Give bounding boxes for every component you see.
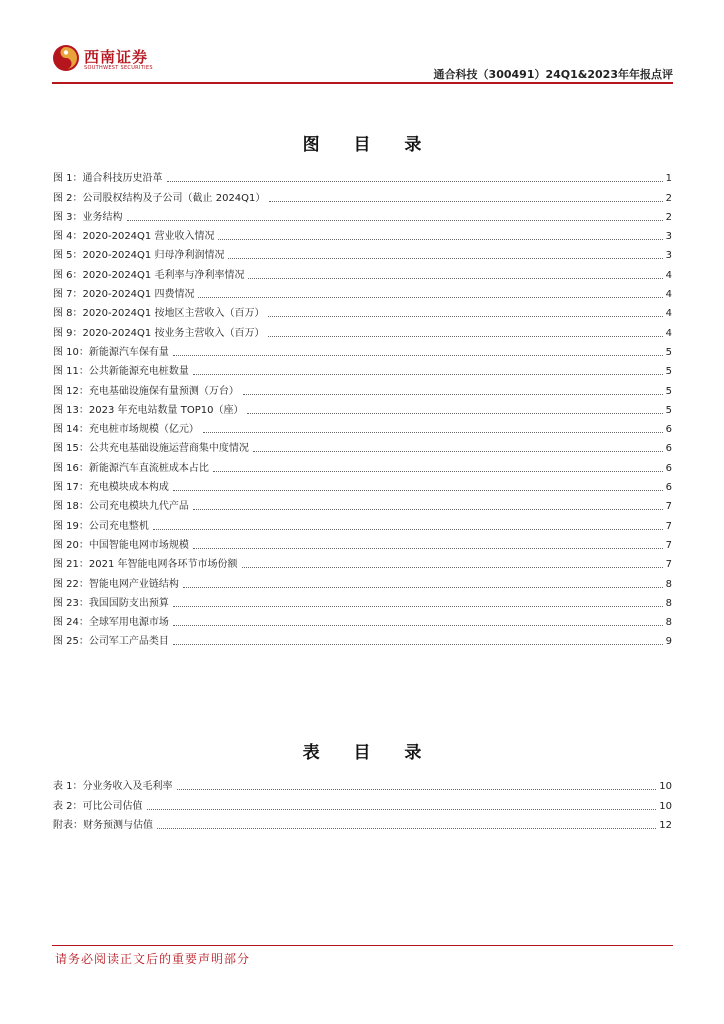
toc-entry-page: 7 [665, 559, 672, 571]
toc-entry-label: 图 16：新能源汽车直流桩成本占比 [53, 462, 209, 474]
toc-dot-leader [198, 297, 662, 298]
footer-divider [52, 945, 673, 946]
toc-entry[interactable] [53, 513, 672, 532]
toc-entry-label: 图 23：我国国防支出预算 [53, 597, 169, 609]
toc-entry-label: 图 5：2020-2024Q1 归母净利润情况 [53, 250, 225, 262]
toc-entry-label: 图 15：公共充电基础设施运营商集中度情况 [53, 443, 249, 455]
toc-entry-page: 8 [665, 597, 672, 609]
toc-entry-label: 图 25：公司军工产品类目 [53, 636, 169, 648]
toc-dot-leader [147, 809, 657, 810]
toc-entry-label: 图 18：公司充电模块九代产品 [53, 501, 189, 513]
report-title: 通合科技（300491）24Q1&2023年年报点评 [433, 68, 673, 81]
toc-dot-leader [173, 355, 663, 356]
toc-dot-leader [218, 239, 662, 240]
toc-dot-leader [253, 451, 663, 452]
toc-dot-leader [268, 316, 662, 317]
toc-entry-page: 2 [665, 211, 672, 223]
toc-dot-leader [228, 258, 662, 259]
toc-dot-leader [173, 625, 663, 626]
toc-entry-label: 图 12：充电基础设施保有量预测（万台） [53, 385, 239, 397]
toc-entry-label: 图 21：2021 年智能电网各环节市场份额 [53, 559, 238, 571]
toc-entry[interactable] [53, 591, 672, 610]
toc-entry[interactable] [53, 205, 672, 224]
toc-entry-page: 7 [665, 539, 672, 551]
toc-entry-page: 4 [665, 327, 672, 339]
toc-entry-page: 12 [659, 819, 672, 831]
toc-dot-leader [167, 181, 663, 182]
toc-dot-leader [173, 490, 663, 491]
toc-entry[interactable] [53, 301, 672, 320]
toc-dot-leader [157, 828, 656, 829]
table-toc-list [53, 774, 672, 832]
toc-entry[interactable] [53, 359, 672, 378]
toc-dot-leader [248, 278, 662, 279]
toc-entry[interactable] [53, 552, 672, 571]
logo-emblem-icon [52, 44, 80, 72]
toc-dot-leader [193, 548, 663, 549]
toc-dot-leader [153, 529, 663, 530]
toc-entry-label: 表 2：可比公司估值 [53, 800, 143, 812]
toc-entry[interactable] [53, 813, 672, 832]
toc-entry-label: 附表：财务预测与估值 [53, 819, 153, 831]
toc-entry[interactable] [53, 774, 672, 793]
toc-entry-label: 图 7：2020-2024Q1 四费情况 [53, 289, 195, 301]
toc-dot-leader [213, 471, 663, 472]
toc-entry-label: 图 11：公共新能源充电桩数量 [53, 366, 189, 378]
toc-entry-label: 图 3：业务结构 [53, 211, 123, 223]
toc-entry-label: 图 13：2023 年充电站数量 TOP10（座） [53, 404, 244, 416]
toc-entry-page: 5 [665, 366, 672, 378]
toc-entry-page: 4 [665, 269, 672, 281]
toc-entry[interactable] [53, 533, 672, 552]
toc-dot-leader [243, 394, 663, 395]
toc-entry-page: 10 [659, 781, 672, 793]
toc-entry[interactable] [53, 282, 672, 301]
toc-dot-leader [203, 432, 663, 433]
toc-dot-leader [242, 567, 663, 568]
toc-entry[interactable] [53, 398, 672, 417]
toc-entry-page: 10 [659, 800, 672, 812]
header-divider [52, 82, 673, 84]
toc-entry-page: 3 [665, 231, 672, 243]
toc-dot-leader [193, 374, 663, 375]
toc-entry[interactable] [53, 610, 672, 629]
toc-entry-page: 5 [665, 404, 672, 416]
toc-entry-page: 3 [665, 250, 672, 262]
toc-entry-label: 图 9：2020-2024Q1 按业务主营收入（百万） [53, 327, 265, 339]
toc-entry[interactable] [53, 455, 672, 474]
toc-dot-leader [183, 587, 663, 588]
toc-entry-page: 8 [665, 578, 672, 590]
toc-entry-label: 图 6：2020-2024Q1 毛利率与净利率情况 [53, 269, 245, 281]
toc-entry[interactable] [53, 475, 672, 494]
toc-dot-leader [127, 220, 663, 221]
toc-dot-leader [173, 606, 663, 607]
toc-entry-page: 8 [665, 617, 672, 629]
toc-entry-page: 5 [665, 385, 672, 397]
toc-entry-page: 5 [665, 346, 672, 358]
toc-entry-page: 6 [665, 443, 672, 455]
toc-entry-label: 表 1：分业务收入及毛利率 [53, 781, 173, 793]
toc-entry-label: 图 17：充电模块成本构成 [53, 482, 169, 494]
figure-toc-title: 图 目 录 [302, 135, 436, 155]
toc-entry-label: 图 1：通合科技历史沿革 [53, 173, 163, 185]
toc-entry-label: 图 10：新能源汽车保有量 [53, 346, 169, 358]
figure-toc-list [53, 166, 672, 648]
toc-entry[interactable] [53, 417, 672, 436]
toc-dot-leader [268, 336, 662, 337]
logo-name-cn: 西南证券 [84, 48, 149, 66]
toc-entry-page: 7 [665, 501, 672, 513]
toc-entry[interactable] [53, 320, 672, 339]
toc-entry-label: 图 8：2020-2024Q1 按地区主营收入（百万） [53, 308, 265, 320]
footer-disclaimer: 请务必阅读正文后的重要声明部分 [55, 952, 251, 966]
toc-entry[interactable] [53, 224, 672, 243]
toc-entry-page: 4 [665, 308, 672, 320]
toc-entry[interactable] [53, 166, 672, 185]
toc-entry[interactable] [53, 629, 672, 648]
toc-entry[interactable] [53, 378, 672, 397]
toc-entry-label: 图 22：智能电网产业链结构 [53, 578, 179, 590]
toc-entry[interactable] [53, 571, 672, 590]
toc-dot-leader [173, 644, 663, 645]
company-logo [52, 42, 162, 76]
toc-dot-leader [193, 509, 663, 510]
toc-entry-label: 图 19：公司充电整机 [53, 520, 149, 532]
toc-entry[interactable] [53, 262, 672, 281]
logo-name-en: SOUTHWEST SECURITIES [84, 65, 153, 71]
toc-entry[interactable] [53, 494, 672, 513]
toc-entry[interactable] [53, 185, 672, 204]
toc-entry-page: 4 [665, 289, 672, 301]
toc-entry-page: 9 [665, 636, 672, 648]
toc-entry-label: 图 2：公司股权结构及子公司（截止 2024Q1） [53, 192, 266, 204]
table-toc-title: 表 目 录 [302, 743, 436, 763]
toc-entry-page: 6 [665, 462, 672, 474]
toc-entry-label: 图 20：中国智能电网市场规模 [53, 539, 189, 551]
toc-entry-page: 6 [665, 482, 672, 494]
toc-entry-page: 7 [665, 520, 672, 532]
toc-entry-label: 图 24：全球军用电源市场 [53, 617, 169, 629]
toc-entry-page: 2 [665, 192, 672, 204]
toc-entry[interactable] [53, 243, 672, 262]
toc-dot-leader [269, 201, 662, 202]
toc-entry-label: 图 14：充电桩市场规模（亿元） [53, 424, 199, 436]
toc-entry[interactable] [53, 793, 672, 812]
toc-entry-page: 1 [665, 173, 672, 185]
toc-entry-page: 6 [665, 424, 672, 436]
toc-entry[interactable] [53, 340, 672, 359]
toc-dot-leader [177, 789, 657, 790]
toc-entry-label: 图 4：2020-2024Q1 营业收入情况 [53, 231, 215, 243]
toc-dot-leader [247, 413, 662, 414]
toc-entry[interactable] [53, 436, 672, 455]
